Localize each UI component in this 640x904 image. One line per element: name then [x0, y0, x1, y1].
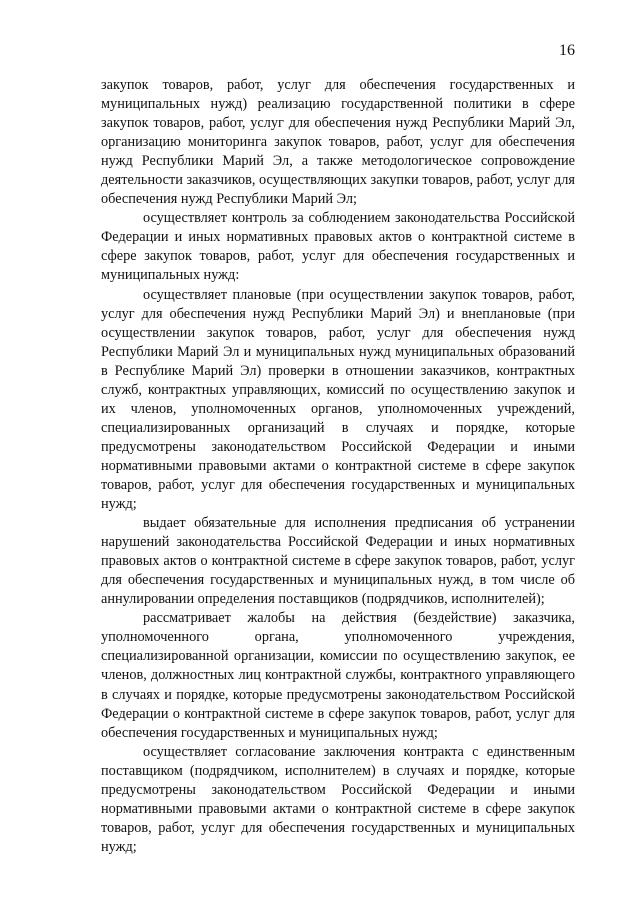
paragraph-orders: выдает обязательные для исполнения предписания об устранении нарушений законодательства Российской Федерации и иных нормативных правовых актов о контрактной системе в сфере закупок товаров, работ, услуг для обеспечения государственных и муниципальных нужд, в том числе об аннулировании определения поставщиков (подрядчиков, исполнителей);: [101, 515, 575, 608]
paragraph-control-compliance: осуществляет контроль за соблюдением законодательства Российской Федерации и иных нормативных правовых актов о контрактной системе в сфере закупок товаров, работ, услуг для обеспечения государственных и муниципальных нужд:: [101, 210, 575, 284]
paragraph-continued-text: закупок товаров, работ, услуг для обеспечения государственных и муниципальных нужд) реализацию государственной политики в сфере закупок товаров, работ, услуг для обеспечения нужд Республики Марий Эл, организацию мониторинга закупок товаров, работ, услуг для обеспечения нужд Республики Марий Эл, а также методологическое сопровождение деятельности заказчиков, осуществляющих закупки товаров, работ, услуг для обеспечения нужд Республики Марий Эл;: [101, 77, 575, 208]
document-body: [101, 76, 575, 857]
paragraph-complaints: рассматривает жалобы на действия (бездействие) заказчика, уполномоченного органа, уполномоченного учреждения, специализированной организации, комиссии по осуществлению закупок, ее членов, должностных лиц контрактной службы, контрактного управляющего в случаях и порядке, которые предусмотрены законодательством Российской Федерации о контрактной системе в сфере закупок товаров, работ, услуг для обеспечения государственных и муниципальных нужд;: [101, 610, 575, 741]
paragraph-inspections: осуществляет плановые (при осуществлении закупок товаров, работ, услуг для обеспечения нужд Республики Марий Эл) и внеплановые (при осуществлении закупок товаров, работ, услуг для обеспечения нужд Республики Марий Эл и муниципальных нужд муниципальных образований в Республике Марий Эл) проверки в отношении заказчиков, контрактных служб, контрактных управляющих, комиссий по осуществлению закупок и их членов, уполномоченных органов, уполномоченных учреждений, специализированных организаций в случаях и порядке, которые предусмотрены законодательством Российской Федерации и иными нормативными правовыми актами о контрактной системе в сфере закупок товаров, работ, услуг для обеспечения государственных и муниципальных нужд;: [101, 286, 575, 513]
paragraph-single-supplier-approval: осуществляет согласование заключения контракта с единственным поставщиком (подрядчиком, исполнителем) в случаях и порядке, которые предусмотрены законодательством Российской Федерации и иными нормативными правовыми актами о контрактной системе в сфере закупок товаров, работ, услуг для обеспечения государственных и муниципальных нужд;: [101, 743, 575, 855]
page-number: 16: [559, 42, 575, 59]
